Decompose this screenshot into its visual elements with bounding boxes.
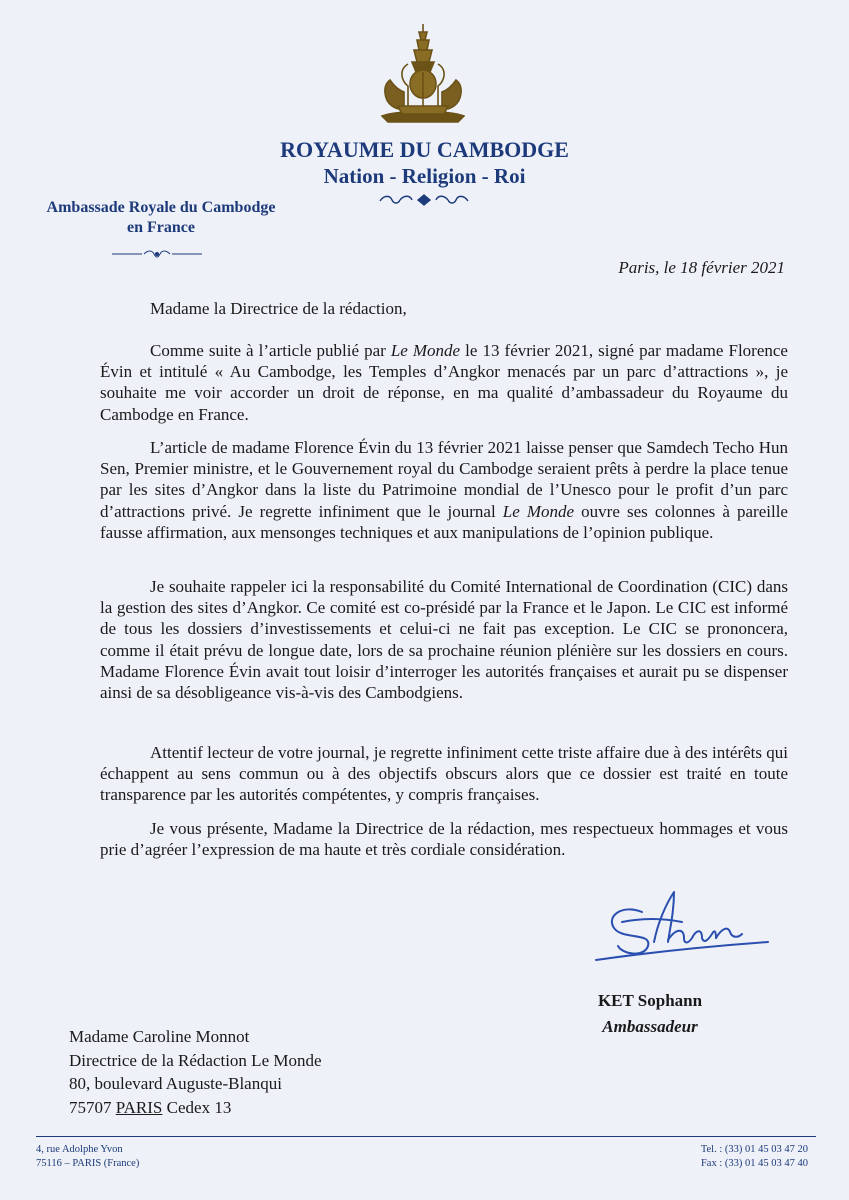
signatory-name: KET Sophann: [597, 991, 703, 1010]
addressee-name: Madame Caroline Monnot: [69, 1027, 250, 1046]
footer-street: 4, rue Adolphe Yvon: [36, 1144, 123, 1155]
paragraph-1: Comme suite à l’article publié par Le Monde le 13 février 2021, signé par madame Florence Évin et intitulé « Au Cambodge, les Temples d’Angkor menacés par un parc d’attractions », je souhaite me voir accorder un droit de réponse, en ma qualité d’ambassadeur du Royaume du Cambodge en France.: [100, 341, 788, 424]
newspaper-title: Le Monde: [502, 501, 575, 521]
motto-heading: Nation - Religion - Roi: [323, 164, 526, 188]
footer-divider: [36, 1136, 816, 1137]
ornament-icon: [376, 193, 472, 207]
addressee-block: [69, 1025, 322, 1119]
paragraph-3: Je souhaite rappeler ici la responsabilité du Comité International de Coordination (CIC) dans la gestion des sites d’Angkor. Ce comité est co-présidé par la France et le Japon. Le CIC est informé de tous les dossiers d’investissements et celui-ci ne fait pas exception. Le CIC se prononcera, comme il était prévu de longue date, lors de sa prochaine réunion plénière sur les dossiers en cours. Madame Florence Évin avait tout loisir d’interroger les autorités françaises et aurait pu se dispenser ainsi de sa désobligeance vis-à-vis des Cambodgiens.: [100, 577, 788, 703]
signatory: [520, 988, 780, 1040]
footer-tel: Tel. : (33) 01 45 03 47 20: [700, 1144, 808, 1155]
footer-contact: [620, 1143, 808, 1171]
signature-icon: [592, 882, 782, 972]
addressee-role: Directrice de la Rédaction Le Monde: [69, 1050, 322, 1070]
kingdom-heading: ROYAUME DU CAMBODGE: [280, 137, 569, 162]
letter-date: Paris, le 18 février 2021: [618, 258, 785, 277]
signatory-title: Ambassadeur: [602, 1017, 698, 1036]
footer-city: 75116 – PARIS (France): [36, 1158, 140, 1169]
addressee-street: 80, boulevard Auguste-Blanqui: [69, 1074, 282, 1093]
embassy-name: [36, 198, 286, 238]
paragraph-4: Attentif lecteur de votre journal, je regrette infiniment cette triste affaire due à des intérêts qui échappent au sens commun ou à des objectifs obscurs alors que ce dossier est traité en toute transparence par les autorités compétentes, y compris françaises.: [100, 743, 788, 805]
paragraph-5: Je vous présente, Madame la Directrice de la rédaction, mes respectueux hommages et vous prie d’agréer l’expression de ma haute et très cordiale considération.: [100, 819, 788, 860]
footer-address: [36, 1143, 139, 1171]
footer-fax: Fax : (33) 01 45 03 47 40: [700, 1158, 808, 1169]
salutation: Madame la Directrice de la rédaction,: [150, 299, 407, 318]
embassy-line-2: en France: [127, 219, 195, 236]
ornament-icon: [112, 250, 202, 258]
addressee-city-line: 75707 PARIS Cedex 13: [69, 1097, 232, 1117]
embassy-line-1: Ambassade Royale du Cambodge: [46, 199, 276, 216]
paragraph-2: L’article de madame Florence Évin du 13 février 2021 laisse penser que Samdech Techo Hun Sen, Premier ministre, et le Gouvernement royal du Cambodge seraient prêts à perdre la place tenue par les sites d’Angkor dans la liste du Patrimoine mondial de l’Unesco pour le profit d’un parc d’attractions privé. Je regrette infiniment que le journal Le Monde ouvre ses colonnes à pareille fausse affirmation, aux mensonges techniques et aux manipulations de l’opinion publique.: [100, 438, 788, 542]
newspaper-title: Le Monde: [390, 341, 461, 360]
royal-crest-icon: [368, 20, 478, 130]
addressee-city: PARIS: [115, 1097, 163, 1117]
